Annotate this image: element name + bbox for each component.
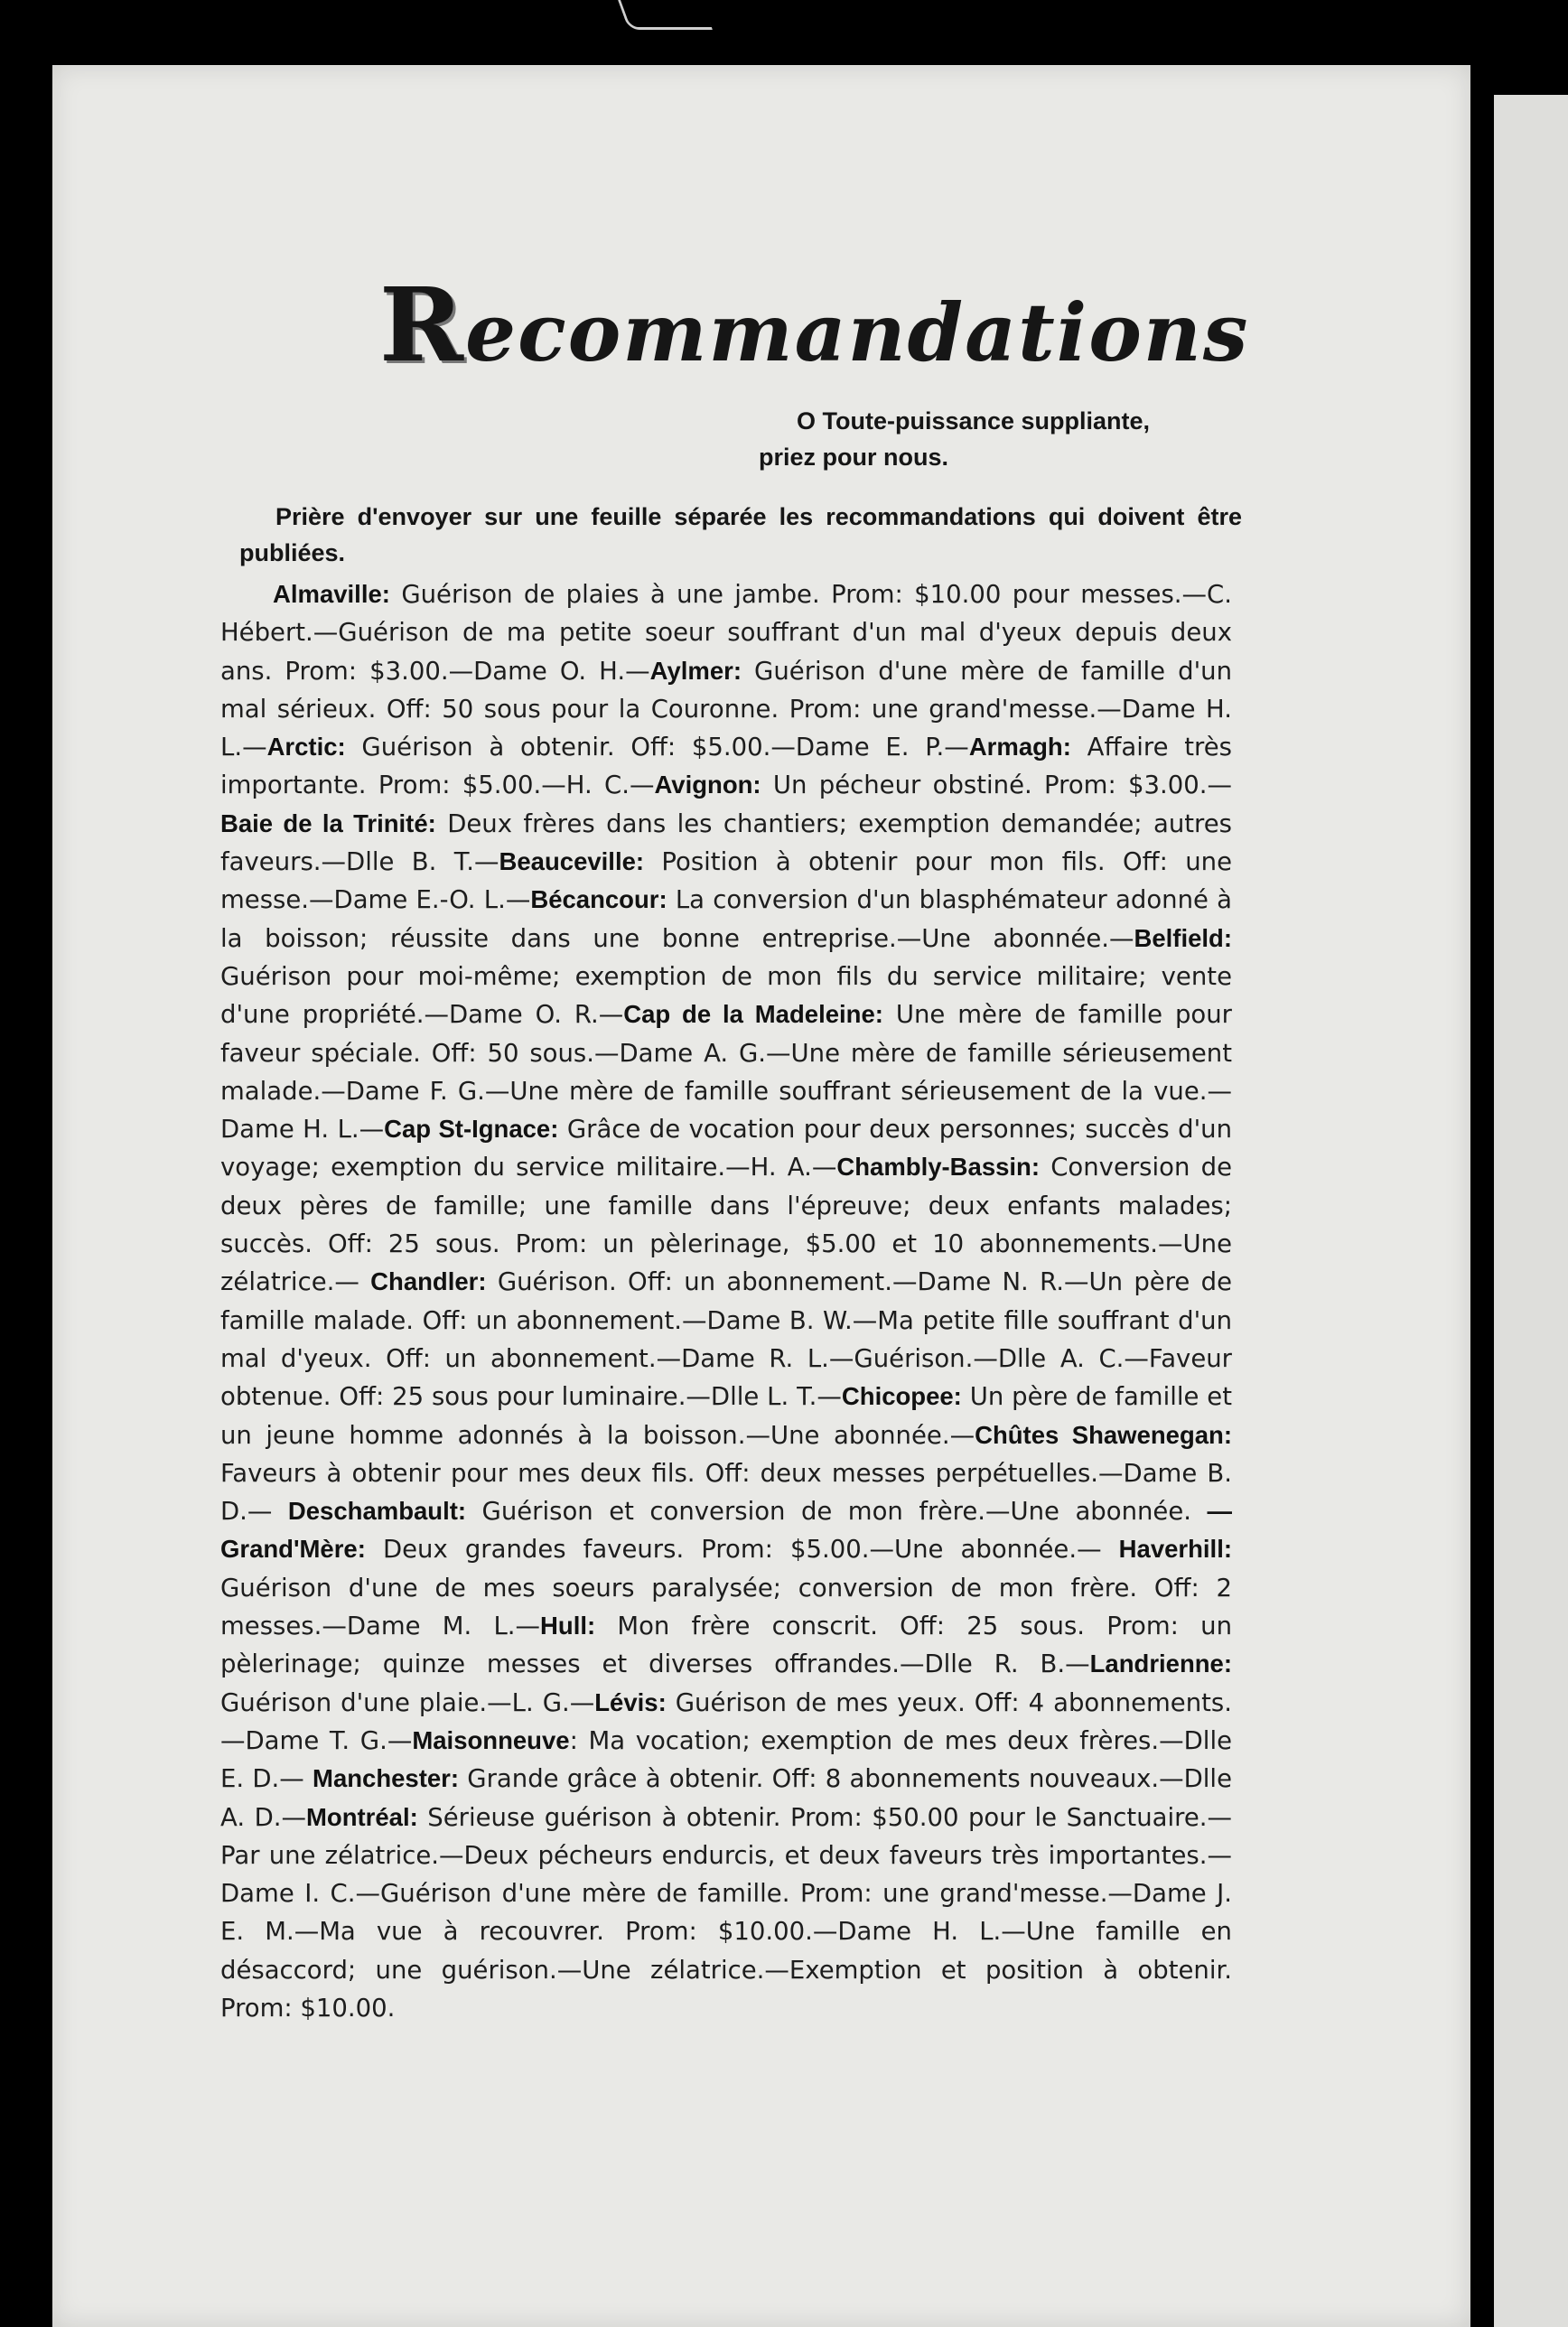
entry-text: Un père de famille et un jeune homme adonnés à la boisson.—Une abonnée.— <box>220 1382 1233 1450</box>
page-title <box>379 266 1250 385</box>
entry-place: Landrienne: <box>1089 1649 1232 1678</box>
invocation <box>759 403 1246 475</box>
entry-text: Mon frère conscrit. Off: 25 sous. Prom: un pèlerinage; quinze messes et diverses offrandes.—Dlle R. B.— <box>220 1612 1232 1679</box>
submission-notice: Prière d'envoyer sur une feuille séparée les recommandations qui doivent être publiées. <box>239 503 1242 566</box>
entry-place: Manchester: <box>313 1764 460 1793</box>
entry-text: Grande grâce à obtenir. Off: 8 abonnements nouveaux.—Dlle A. D.— <box>220 1764 1232 1832</box>
entry-text: Guérison d'une de mes soeurs paralysée; conversion de mon frère. Off: 2 messes.—Dame M. L.— <box>220 1573 1232 1641</box>
entry-text: Position à obtenir pour mon fils. Off: une messe.—Dame E.-O. L.— <box>220 847 1232 915</box>
entry-text: Guérison de plaies à une jambe. Prom: $10.00 pour messes.—C. Hébert.—Guérison de ma petite soeur souffrant d'un mal d'yeux depuis deux ans. Prom: $3.00.—Dame O. H.— <box>220 580 1232 686</box>
entry-place: Chandler: <box>370 1267 487 1296</box>
entry-text: Faveurs à obtenir pour mes deux fils. Off: deux messes perpétuelles.—Dame B. D.— <box>220 1458 1232 1527</box>
entry-place: Lévis: <box>594 1687 667 1716</box>
entry-place: Chûtes Shawenegan: <box>975 1420 1232 1449</box>
recommendations-body <box>220 575 1232 2027</box>
entry-text: Une mère de famille pour faveur spéciale. Off: 50 sous.—Dame A. G.—Une mère de famille sérieusement malade.—Dame F. G.—Une mère de famille souffrant sérieusement de la vue.—Dame H. L.— <box>220 1000 1232 1145</box>
entry-text: La conversion d'un blasphémateur adonné à la boisson; réussite dans une bonne entreprise.—Une abonnée.— <box>220 885 1232 953</box>
entry-place: Hull: <box>540 1612 596 1640</box>
entry-text: Guérison d'une mère de famille d'un mal sérieux. Off: 50 sous pour la Couronne. Prom: une grand'messe.—Dame H. L.— <box>220 656 1232 762</box>
entry-text: Guérison de mes yeux. Off: 4 abonnements.—Dame T. G.— <box>220 1687 1232 1755</box>
entry-place: Baie de la Trinité: <box>220 808 436 837</box>
entry-place: Montréal: <box>306 1802 418 1831</box>
entry-place: —Grand'Mère: <box>220 1497 1232 1564</box>
page-gutter <box>1470 54 1494 2327</box>
entry-text: Guérison. Off: un abonnement.—Dame N. R.—Un père de famille malade. Off: un abonnement.—Dame B. W.—Ma petite fille souffrant d'un mal d'yeux. Off: un abonnement.—Dame R. L.—Guérison.—Dlle A. C.—Faveur obtenue. Off: 25 sous pour luminaire.—Dlle L. T.— <box>220 1267 1232 1412</box>
entry-text: Deux grandes faveurs. Prom: $5.00.—Une abonnée.— <box>365 1535 1119 1565</box>
entry-text: Guérison d'une plaie.—L. G.— <box>220 1687 595 1717</box>
entry-text: : Ma vocation; exemption de mes deux frères.—Dlle E. D.— <box>220 1725 1233 1794</box>
entry-place: Belfield: <box>1134 923 1232 952</box>
title-initial: R <box>379 266 466 385</box>
entry-text: Conversion de deux pères de famille; une famille dans l'épreuve; deux enfants malades; succès. Off: 25 sous. Prom: un pèlerinage, $5.00 et 10 abonnements.—Une zélatrice.— <box>220 1153 1232 1297</box>
invocation-line-1: O Toute-puissance suppliante, <box>797 407 1151 435</box>
entry-text: Sérieuse guérison à obtenir. Prom: $50.00 pour le Sanctuaire.—Par une zélatrice.—Deux pécheurs endurcis, et deux faveurs très importantes.—Dame I. C.—Guérison d'une mère de famille. Prom: une grand'messe.—Dame J. E. M.—Ma vue à recouvrer. Prom: $10.00.—Dame H. L.—Une famille en désaccord; une guérison.—Une zélatrice.—Exemption et position à obtenir. Prom: $10.00. <box>220 1802 1232 2023</box>
entry-place: Cap de la Madeleine: <box>623 1000 883 1029</box>
entry-place: Arctic: <box>266 733 346 762</box>
entry-place: Bécancour: <box>530 885 667 914</box>
entry-text: Guérison pour moi-même; exemption de mon fils du service militaire; vente d'une propriété.—Dame O. R.— <box>220 961 1232 1030</box>
entry-place: Chambly-Bassin: <box>836 1153 1041 1182</box>
entry-place: Deschambault: <box>287 1497 467 1526</box>
entry-text: Affaire très importante. Prom: $5.00.—H. C.— <box>220 733 1232 800</box>
entry-place: Chicopee: <box>841 1382 962 1411</box>
entry-text: Deux frères dans les chantiers; exemption demandée; autres faveurs.—Dlle B. T.— <box>220 808 1232 877</box>
top-edge-mark <box>618 0 713 30</box>
entry-place: Haverhill: <box>1118 1535 1232 1564</box>
entry-place: Beauceville: <box>499 847 645 876</box>
entry-text: Grâce de vocation pour deux personnes; succès d'un voyage; exemption du service militaire.—H. A.— <box>220 1115 1232 1182</box>
entry-text: Guérison et conversion de mon frère.—Une abonnée. <box>466 1497 1208 1527</box>
entry-place: Cap St-Ignace: <box>384 1115 559 1144</box>
entry-place: Avignon: <box>654 771 761 799</box>
entry-text: Guérison à obtenir. Off: $5.00.—Dame E. P.— <box>345 733 969 762</box>
entry-place: Maisonneuve <box>412 1725 570 1754</box>
entry-place: Almaville: <box>273 580 390 608</box>
next-page-edge <box>1494 95 1568 2327</box>
entry-place: Armagh: <box>968 733 1071 762</box>
entry-text: Un pécheur obstiné. Prom: $3.00.— <box>761 771 1232 800</box>
entry-place: Aylmer: <box>649 656 742 685</box>
invocation-line-2: priez pour nous. <box>759 444 949 471</box>
title-rest: ecommandations <box>465 285 1250 379</box>
